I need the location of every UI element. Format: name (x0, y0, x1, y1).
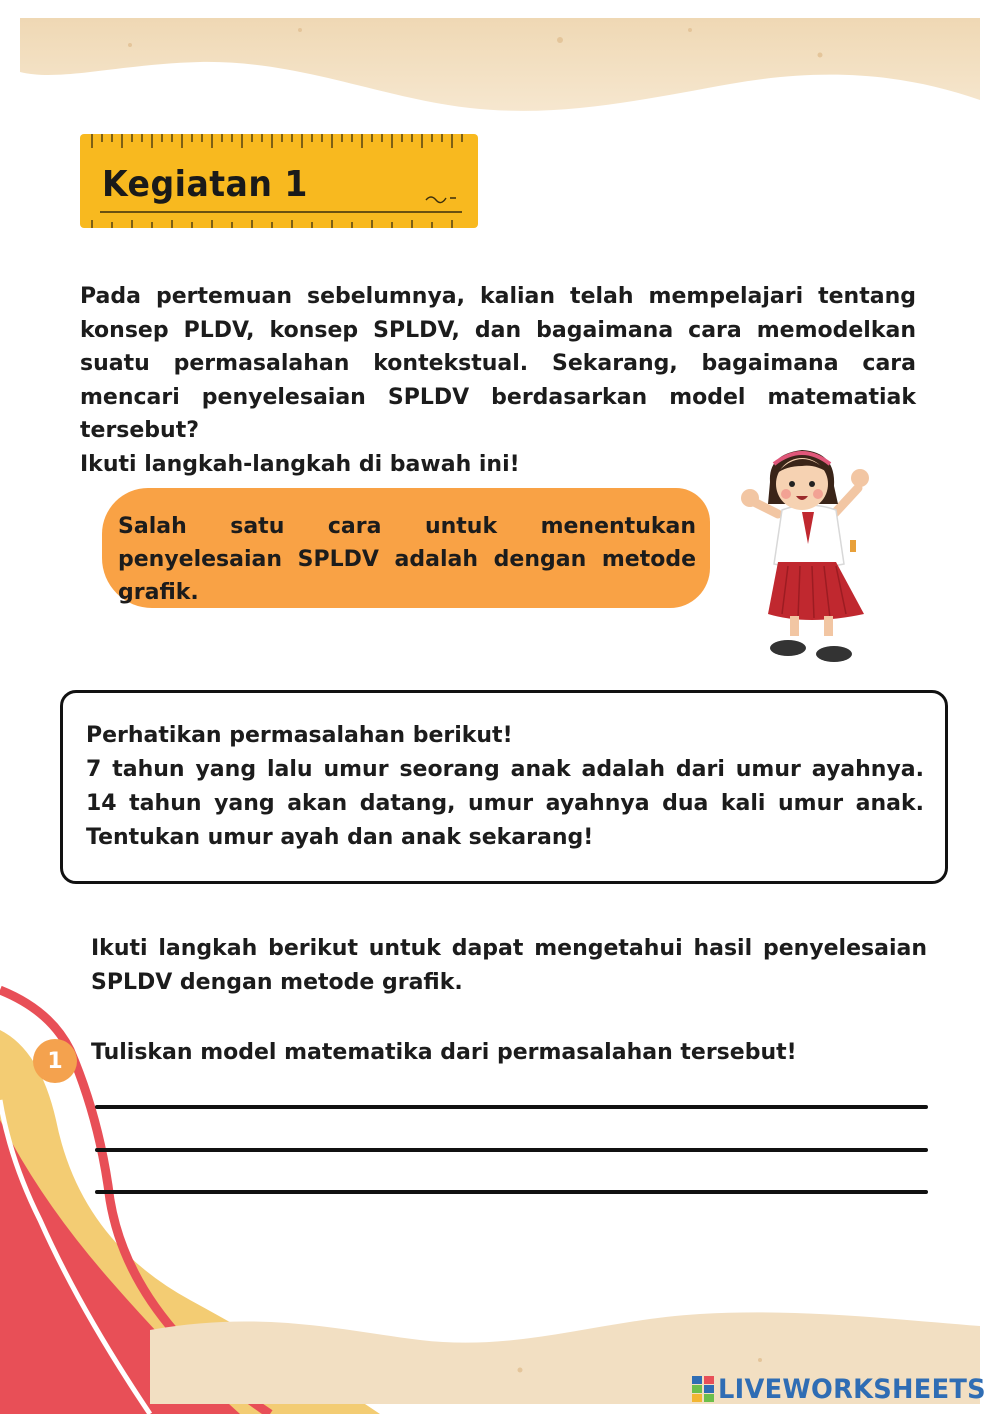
step-instruction: Tuliskan model matematika dari permasalahan tersebut! (91, 1040, 797, 1065)
answer-line-3[interactable] (95, 1190, 928, 1194)
brand-watermark (692, 1374, 1000, 1404)
brand-text: LIVEWORKSHEETS (718, 1373, 986, 1405)
page-title: Kegiatan 1 (102, 164, 308, 205)
answer-line-1[interactable] (95, 1105, 928, 1109)
title-banner (80, 134, 478, 228)
problem-text (86, 719, 924, 855)
answer-line-2[interactable] (95, 1148, 928, 1152)
intro-paragraph: Pada pertemuan sebelumnya, kalian telah mempelajari tentang konsep PLDV, konsep SPLDV, dan bagaimana cara memodelkan suatu permasalahan kontekstual. Sekarang, bagaimana cara mencari penyelesaian SPLDV berdasarkan model matematiak tersebut? (80, 284, 916, 443)
problem-heading: Perhatikan permasalahan berikut! (86, 723, 513, 748)
problem-body: 7 tahun yang lalu umur seorang anak adalah dari umur ayahnya. 14 tahun yang akan datang, umur ayahnya dua kali umur anak. Tentukan umur ayah dan anak sekarang! (86, 757, 924, 850)
problem-box (60, 690, 948, 884)
steps-intro: Ikuti langkah berikut untuk dapat mengetahui hasil penyelesaian SPLDV dengan metode grafik. (91, 936, 927, 995)
student-girl-illustration (738, 444, 878, 670)
step-number-badge: 1 (33, 1039, 77, 1083)
intro-instruction: Ikuti langkah-langkah di bawah ini! (80, 451, 520, 477)
callout-text: Salah satu cara untuk menentukan penyelesaian SPLDV adalah dengan metode grafik. (118, 514, 696, 605)
top-sand-decoration (0, 0, 1000, 140)
liveworksheets-logo-icon (692, 1376, 714, 1402)
speech-callout (102, 488, 710, 608)
